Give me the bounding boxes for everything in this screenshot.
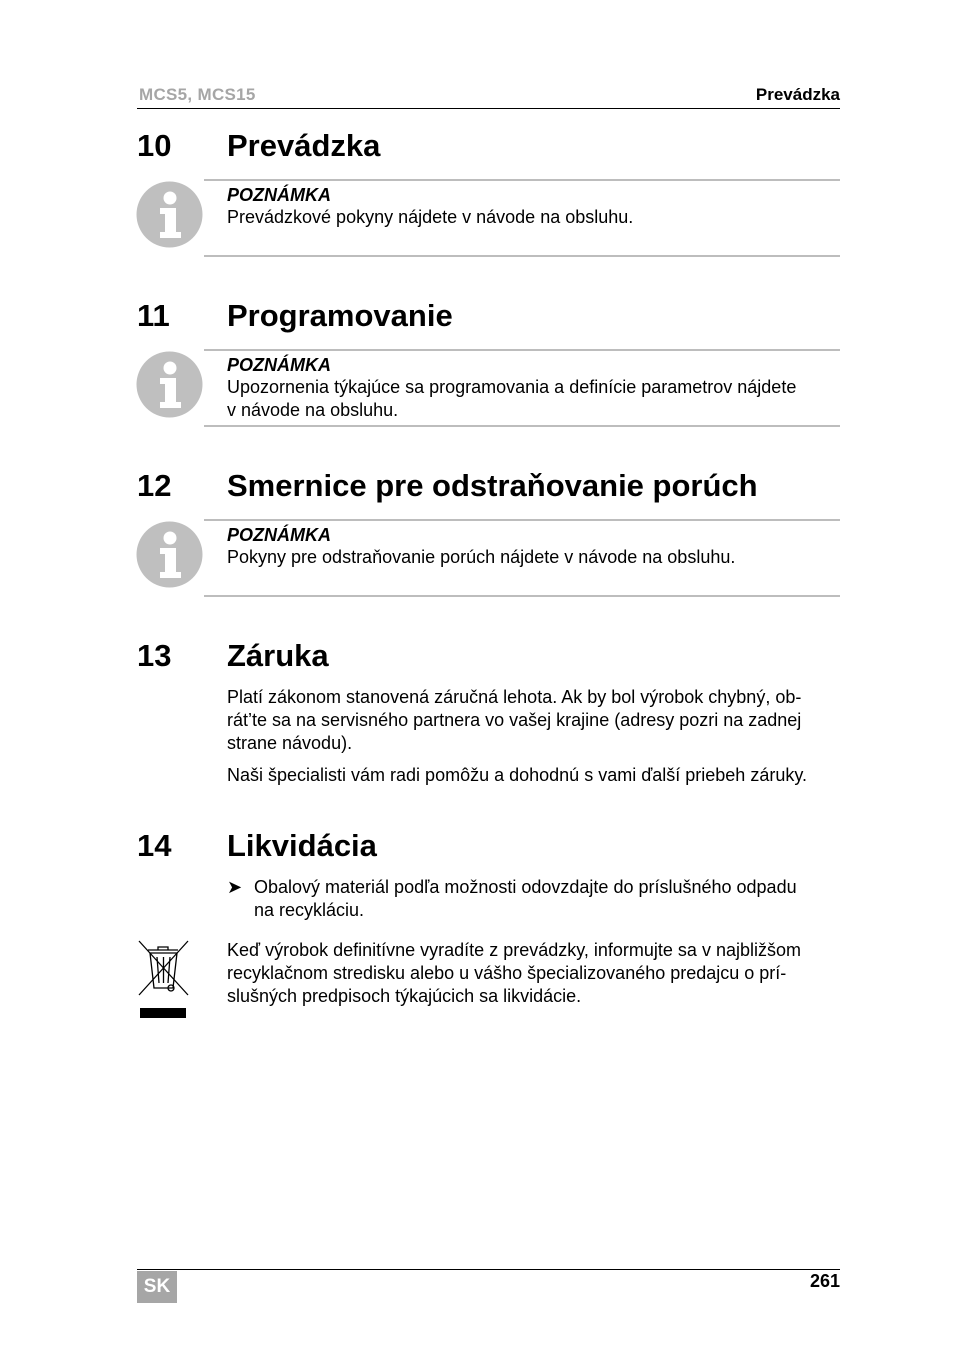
warranty-paragraph <box>227 764 842 787</box>
section-title: Záruka <box>227 638 329 673</box>
section-title: Smernice pre odstraňovanie porúch <box>227 468 758 503</box>
info-icon <box>136 521 203 588</box>
text-line: Platí zákonom stanovená záručná lehota. Ak by bol výrobok chybný, ob- <box>227 687 802 707</box>
text-line: slušných predpisoch týkajúcich sa likvidácie. <box>227 986 582 1006</box>
note-label: POZNÁMKA <box>227 185 331 205</box>
bullet-arrow-icon: ➤ <box>227 877 243 897</box>
page-header <box>137 84 840 109</box>
note-text-line: v návode na obsluhu. <box>227 400 399 420</box>
text-line: rát’te sa na servisného partnera vo vašej krajine (adresy pozri na zadnej <box>227 710 802 730</box>
text-line: recyklačnom stredisku alebo u vášho špecializovaného predajcu o prí- <box>227 963 787 983</box>
footer-rule <box>137 1269 840 1270</box>
disposal-paragraph <box>227 939 842 1008</box>
info-icon <box>136 181 203 248</box>
section-title: Likvidácia <box>227 828 377 863</box>
section-number: 14 <box>137 828 172 863</box>
note-label: POZNÁMKA <box>227 355 331 375</box>
section-number: 10 <box>137 128 172 163</box>
language-badge: SK <box>137 1271 177 1303</box>
note-text-line: Upozornenia týkajúce sa programovania a definície parametrov nájdete <box>227 377 797 397</box>
text-line: Obalový materiál podľa možnosti odovzdajte do príslušného odpadu <box>254 877 797 897</box>
page-number: 261 <box>809 1271 840 1291</box>
crossed-out-wheelie-bin-icon <box>136 938 190 1020</box>
note-text: Prevádzkové pokyny nájdete v návode na obsluhu. <box>227 207 634 227</box>
text-line: Naši špecialisti vám radi pomôžu a dohodnú s vami ďalší priebeh záruky. <box>227 765 807 785</box>
section-title: Prevádzka <box>227 128 381 163</box>
note-label: POZNÁMKA <box>227 525 331 545</box>
section-number: 13 <box>137 638 172 673</box>
text-line: strane návodu). <box>227 733 353 753</box>
header-product: MCS5, MCS15 <box>139 85 256 104</box>
info-icon <box>136 351 203 418</box>
section-number: 11 <box>137 298 170 333</box>
note-text: Pokyny pre odstraňovanie porúch nájdete v návode na obsluhu. <box>227 547 736 567</box>
text-line: na recykláciu. <box>254 900 365 920</box>
section-number: 12 <box>137 468 172 503</box>
text-line: Keď výrobok definitívne vyradíte z prevádzky, informujte sa v najbližšom <box>227 940 801 960</box>
warranty-paragraph <box>227 686 842 755</box>
section-title: Programovanie <box>227 298 453 333</box>
header-chapter: Prevádzka <box>755 85 840 104</box>
